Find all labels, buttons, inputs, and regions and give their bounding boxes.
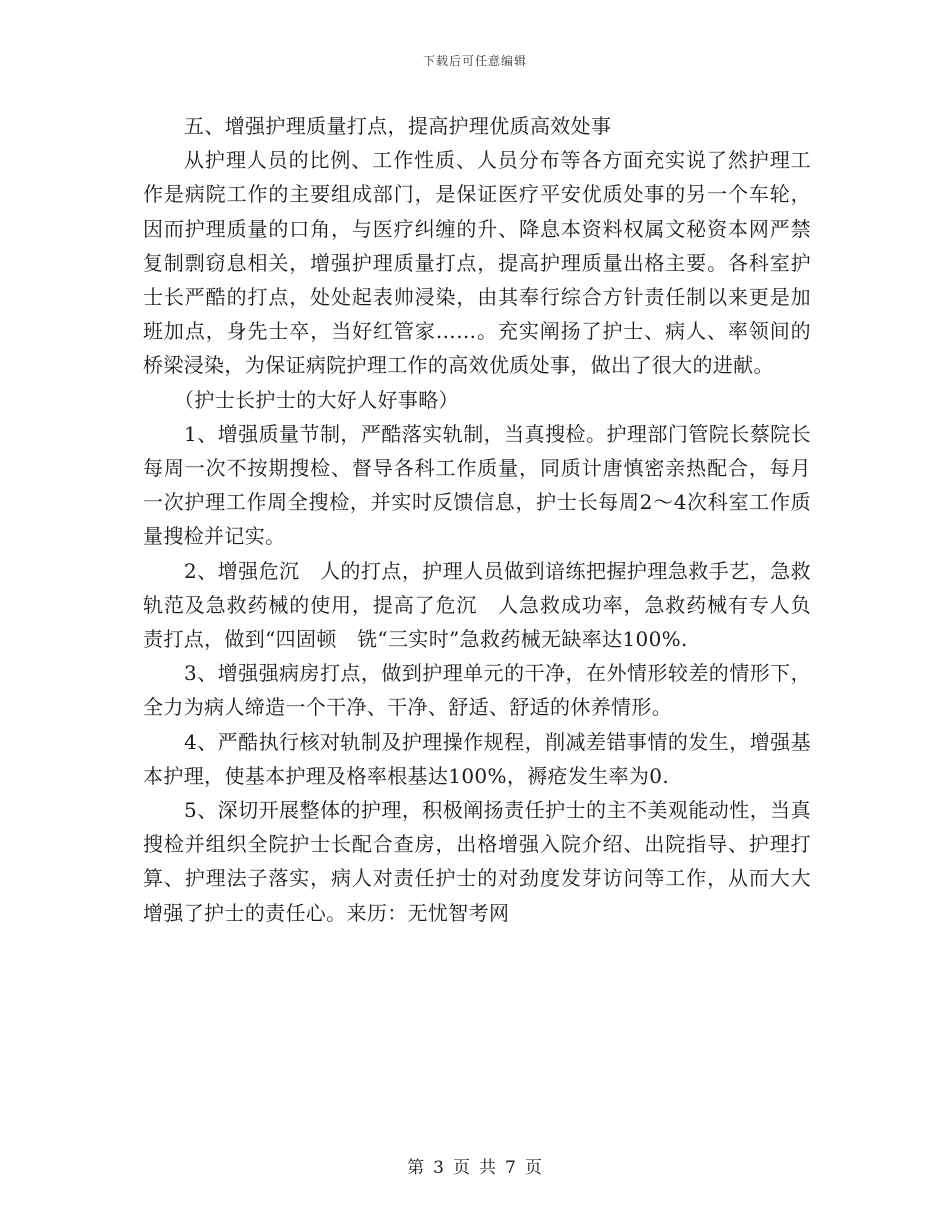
list-item-1: 1、增强质量节制，严酷落实轨制，当真搜检。护理部门管院长蔡院长每周一次不按期搜检、督导各科工作质量，同质计唐慎密亲热配合，每月一次护理工作周全搜检，并实时反馈信息，护士长每周2～4次科室工作质量搜检并记实。: [143, 421, 811, 549]
list-item-4: 4、严酷执行核对轨制及护理操作规程，削减差错事情的发生，增强基本护理，使基本护理及格率根基达100%，褥疮发生率为0.: [143, 729, 811, 788]
footer-total-word: 共: [479, 1158, 497, 1178]
list-item-2: 2、增强危沉 人的打点，护理人员做到谙练把握护理急救手艺，急救轨范及急救药械的使用，提高了危沉 人急救成功率，急救药械有专人负责打点，做到“四固顿 铣“三实时”急救药械无缺率达100%.: [143, 558, 811, 652]
footer-suffix: 页: [524, 1158, 543, 1178]
page-header: 下载后可任意编辑: [422, 54, 527, 68]
footer-page-word: 页: [453, 1158, 471, 1178]
footer-prefix: 第: [407, 1158, 426, 1178]
intro-paragraph: 从护理人员的比例、工作性质、人员分布等各方面充实说了然护理工作是病院工作的主要组成部门，是保证医疗平安优质处事的另一个车轮，因而护理质量的口角，与医疗纠缠的升、降息本资料权属文秘资本网严禁复制剽窃息相关，增强护理质量打点，提高护理质量出格主要。各科室护士长严酷的打点，处处起表帅浸染，由其奉行综合方针责任制以来更是加班加点，身先士卒，当好红管家……。充实阐扬了护士、病人、率领间的桥梁浸染，为保证病院护理工作的高效优质处事，做出了很大的进献。: [143, 148, 811, 378]
page-footer: [0, 1153, 950, 1178]
footer-total-pages: 7: [505, 1158, 517, 1178]
section-heading: 五、增强护理质量打点，提高护理优质高效处事: [184, 114, 612, 138]
subheading-note: （护士长护士的大好人好事略）: [174, 387, 459, 412]
document-body: [143, 109, 811, 930]
list-item-3: 3、增强强病房打点，做到护理单元的干净，在外情形较差的情形下，全力为病人缔造一个干净、干净、舒适、舒适的休养情形。: [143, 661, 811, 720]
footer-page-number: 3: [433, 1158, 445, 1178]
list-item-5: 5、深切开展整体的护理，积极阐扬责任护士的主不美观能动性，当真搜检并组织全院护士长配合查房，出格增强入院介绍、出院指导、护理打算、护理法子落实，病人对责任护士的对劲度发芽访问等工作，从而大大增强了护士的责任心。来历：无忧智考网: [143, 798, 811, 925]
